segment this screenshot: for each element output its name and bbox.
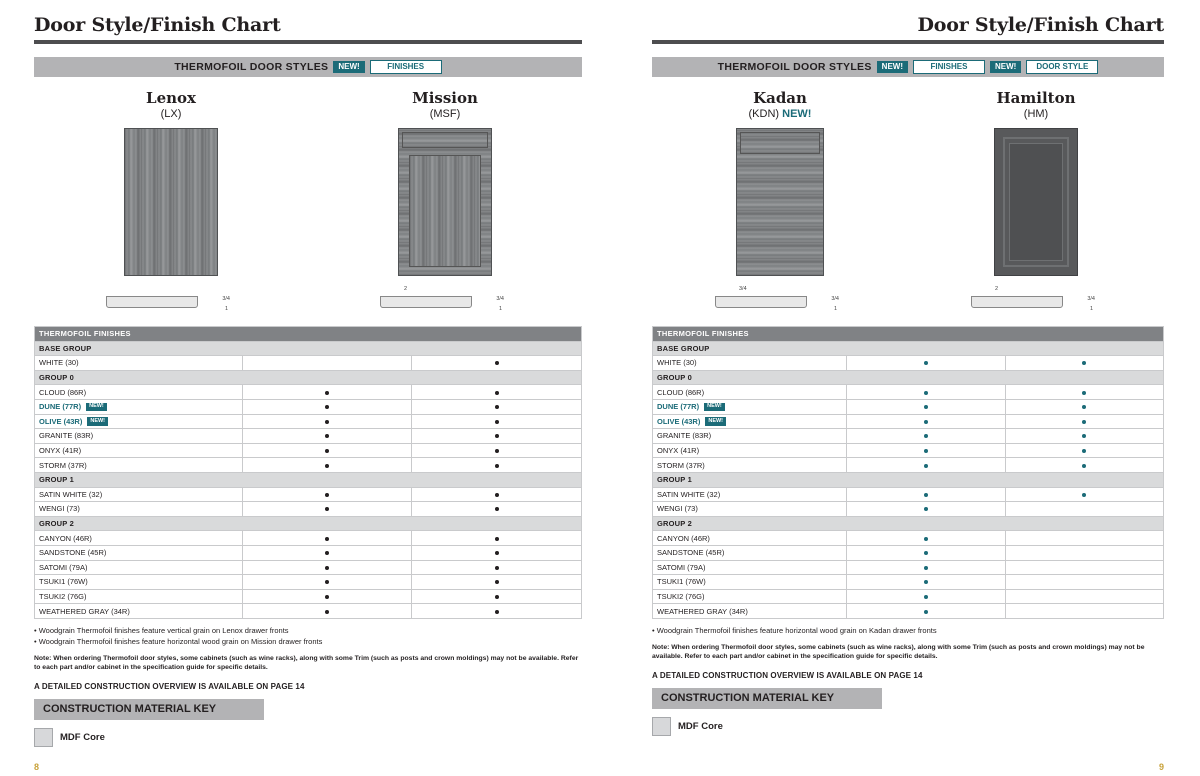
finish-name: SANDSTONE (45R) [657, 548, 725, 558]
finish-name: STORM (37R) [657, 460, 705, 470]
availability-cell [242, 502, 412, 517]
availability-cell [1005, 414, 1163, 429]
availability-cell [847, 575, 1005, 590]
group-row [35, 472, 582, 487]
availability-dot-icon [325, 580, 329, 584]
profile-width-kadan: 3/4 [739, 286, 747, 292]
finish-name-cell [35, 589, 243, 604]
new-badge-right-2: NEW! [990, 61, 1021, 73]
availability-cell [242, 414, 412, 429]
bullets-left [34, 626, 582, 648]
door-new-flag-kadan: NEW! [782, 108, 812, 120]
availability-dot-icon [325, 449, 329, 453]
door-card-hamilton [908, 89, 1164, 312]
profile-width-hamilton: 2 [995, 286, 999, 292]
table-row [35, 443, 582, 458]
finish-name: WENGI (73) [657, 504, 698, 514]
availability-dot-icon [495, 610, 499, 614]
finish-name-cell [35, 458, 243, 473]
finish-name: GRANITE (83R) [657, 431, 712, 441]
finishes-link-right[interactable]: FINISHES [913, 60, 985, 74]
finish-name: WHITE (30) [657, 358, 697, 368]
group-row [653, 472, 1164, 487]
door-profile-hamilton [971, 286, 1101, 312]
construction-key-label-left: CONSTRUCTION MATERIAL KEY [43, 703, 217, 716]
availability-cell [1005, 356, 1163, 371]
group-row [653, 341, 1164, 356]
availability-cell [242, 545, 412, 560]
availability-dot-icon [1082, 464, 1086, 468]
table-row [35, 560, 582, 575]
availability-cell [847, 487, 1005, 502]
finish-name-cell [653, 458, 847, 473]
finish-name: CANYON (46R) [39, 533, 92, 543]
availability-dot-icon [495, 420, 499, 424]
availability-dot-icon [325, 507, 329, 511]
availability-cell [242, 385, 412, 400]
finish-name: OLIVE (43R) [39, 416, 83, 426]
page-number-left: 8 [34, 762, 40, 772]
finish-name-cell [653, 414, 847, 429]
availability-dot-icon [924, 493, 928, 497]
page-title-right: Door Style/Finish Chart [917, 14, 1164, 36]
availability-dot-icon [924, 537, 928, 541]
profile-dim-lenox-1: 3/4 [222, 296, 230, 302]
table-row [35, 356, 582, 371]
finish-name-cell [653, 545, 847, 560]
table-row [653, 385, 1164, 400]
door-gallery-right [652, 89, 1164, 312]
finish-name-cell [35, 560, 243, 575]
table-row [653, 575, 1164, 590]
profile-dim-mission-1: 3/4 [496, 296, 504, 302]
group-label: GROUP 2 [653, 516, 1164, 531]
availability-cell [412, 356, 582, 371]
availability-dot-icon [924, 566, 928, 570]
availability-dot-icon [325, 493, 329, 497]
availability-cell [1005, 560, 1163, 575]
availability-dot-icon [495, 493, 499, 497]
finish-name-cell [653, 502, 847, 517]
finish-name: SATOMI (79A) [657, 562, 706, 572]
group-row [35, 370, 582, 385]
profile-dim-kadan-1: 3/4 [831, 296, 839, 302]
finish-name-cell [35, 385, 243, 400]
finish-name-cell [35, 356, 243, 371]
table-row [653, 604, 1164, 619]
availability-cell [412, 604, 582, 619]
table-row [35, 575, 582, 590]
availability-cell [242, 531, 412, 546]
door-name-hamilton: Hamilton [996, 89, 1076, 107]
availability-dot-icon [1082, 361, 1086, 365]
availability-dot-icon [1082, 405, 1086, 409]
availability-dot-icon [924, 551, 928, 555]
finish-name: DUNE (77R) [39, 402, 82, 412]
door-code-mission: (MSF) [429, 108, 461, 120]
group-row [653, 516, 1164, 531]
profile-dim-hamilton-1: 3/4 [1087, 296, 1095, 302]
group-label: GROUP 0 [35, 370, 582, 385]
finish-name: CANYON (46R) [657, 533, 710, 543]
availability-dot-icon [495, 566, 499, 570]
door-image-hamilton [908, 128, 1164, 276]
finish-name: WEATHERED GRAY (34R) [657, 606, 748, 616]
door-image-kadan [652, 128, 908, 276]
availability-dot-icon [924, 595, 928, 599]
finish-name: SANDSTONE (45R) [39, 548, 107, 558]
table-row [653, 531, 1164, 546]
availability-dot-icon [495, 464, 499, 468]
availability-cell [1005, 385, 1163, 400]
table-row [653, 414, 1164, 429]
availability-dot-icon [495, 595, 499, 599]
availability-dot-icon [325, 566, 329, 570]
availability-dot-icon [1082, 391, 1086, 395]
availability-dot-icon [325, 391, 329, 395]
finish-name: TSUKI2 (76G) [657, 591, 705, 601]
availability-dot-icon [924, 507, 928, 511]
overview-pointer-right: A DETAILED CONSTRUCTION OVERVIEW IS AVAILABLE ON PAGE 14 [652, 670, 923, 680]
profile-dim-kadan-2: 1 [833, 306, 837, 312]
profile-width-mission: 2 [404, 286, 408, 292]
title-rule-right [652, 40, 1164, 44]
door-code-hamilton: (HM) [1023, 108, 1049, 120]
banner-title-right: THERMOFOIL DOOR STYLES [717, 61, 872, 73]
availability-dot-icon [495, 361, 499, 365]
finish-name: CLOUD (86R) [39, 387, 87, 397]
availability-cell [1005, 531, 1163, 546]
table-row [35, 531, 582, 546]
availability-cell [847, 560, 1005, 575]
finish-name-cell [35, 531, 243, 546]
finish-name-cell [653, 443, 847, 458]
table-row [35, 502, 582, 517]
table-row [35, 458, 582, 473]
table-row [653, 560, 1164, 575]
door-card-lenox [34, 89, 308, 312]
door-code-text-kadan: (KDN) [748, 108, 780, 120]
finish-name-cell [35, 414, 243, 429]
bullet-item: • Woodgrain Thermofoil finishes feature vertical grain on Lenox drawer fronts [34, 625, 289, 635]
availability-cell [242, 458, 412, 473]
group-label: GROUP 0 [653, 370, 1164, 385]
availability-dot-icon [495, 580, 499, 584]
ordering-note-left: Note: When ordering Thermofoil door styles, some cabinets (such as wine racks), along with some Trim (such as posts and crown moldings) may not be available. Refer to each part and/or cabinet in the specification guide for specific details. [34, 654, 579, 672]
construction-key-label-right: CONSTRUCTION MATERIAL KEY [661, 692, 835, 705]
table-header-label: THERMOFOIL FINISHES [35, 327, 582, 342]
availability-cell [242, 399, 412, 414]
availability-cell [412, 560, 582, 575]
availability-dot-icon [1082, 420, 1086, 424]
finish-name: SATIN WHITE (32) [657, 489, 721, 499]
bullet-item: • Woodgrain Thermofoil finishes feature horizontal wood grain on Mission drawer fronts [34, 636, 323, 646]
availability-cell [1005, 399, 1163, 414]
group-label: GROUP 1 [35, 472, 582, 487]
availability-dot-icon [495, 391, 499, 395]
finish-name: SATOMI (79A) [39, 562, 88, 572]
bullets-right [652, 626, 1164, 637]
bullet-item: • Woodgrain Thermofoil finishes feature horizontal wood grain on Kadan drawer fronts [652, 625, 937, 635]
thermofoil-banner-right [652, 57, 1164, 77]
table-header-label: THERMOFOIL FINISHES [653, 327, 1164, 342]
page-number-right: 9 [1158, 762, 1164, 772]
availability-cell [412, 545, 582, 560]
table-row [653, 487, 1164, 502]
availability-cell [242, 589, 412, 604]
availability-dot-icon [325, 464, 329, 468]
availability-cell [242, 560, 412, 575]
table-row [653, 458, 1164, 473]
availability-cell [412, 399, 582, 414]
table-row [35, 604, 582, 619]
availability-cell [847, 429, 1005, 444]
availability-dot-icon [924, 449, 928, 453]
ordering-note-right: Note: When ordering Thermofoil door styles, some cabinets (such as wine racks), along with some Trim (such as posts and crown moldings) may not be available. Refer to each part and/or cabinet in the specification guide for specific details. [652, 643, 1145, 661]
availability-cell [847, 604, 1005, 619]
availability-cell [412, 502, 582, 517]
table-row [35, 399, 582, 414]
door-code-lenox: (LX) [160, 108, 182, 120]
availability-dot-icon [924, 464, 928, 468]
availability-dot-icon [325, 595, 329, 599]
finish-name-cell [35, 487, 243, 502]
table-row [35, 589, 582, 604]
door-gallery-left [34, 89, 582, 312]
availability-dot-icon [495, 449, 499, 453]
table-row [653, 545, 1164, 560]
availability-dot-icon [924, 405, 928, 409]
finish-name-cell [653, 385, 847, 400]
door-card-mission [308, 89, 582, 312]
mdf-label-right: MDF Core [678, 720, 723, 732]
availability-cell [1005, 429, 1163, 444]
group-label: BASE GROUP [653, 341, 1164, 356]
finish-name: ONYX (41R) [39, 446, 82, 456]
material-legend-right [652, 717, 1164, 736]
page-title-left: Door Style/Finish Chart [34, 14, 281, 36]
profile-dim-lenox-2: 1 [224, 306, 228, 312]
finish-name-cell [653, 356, 847, 371]
availability-cell [412, 443, 582, 458]
finish-name-cell [653, 575, 847, 590]
door-name-mission: Mission [412, 89, 478, 107]
door-card-kadan [652, 89, 908, 312]
door-profile-kadan [715, 286, 845, 312]
new-badge-left-1: NEW! [333, 61, 364, 73]
table-row [653, 502, 1164, 517]
finish-name-cell [653, 487, 847, 502]
table-row [653, 589, 1164, 604]
table-row [653, 429, 1164, 444]
availability-cell [412, 429, 582, 444]
availability-cell [412, 487, 582, 502]
availability-dot-icon [924, 420, 928, 424]
availability-dot-icon [1082, 434, 1086, 438]
table-row [35, 385, 582, 400]
finish-name: WEATHERED GRAY (34R) [39, 606, 130, 616]
finish-name: DUNE (77R) [657, 402, 700, 412]
table-row [35, 545, 582, 560]
availability-cell [1005, 502, 1163, 517]
finish-name: CLOUD (86R) [657, 387, 705, 397]
availability-dot-icon [1082, 493, 1086, 497]
availability-cell [847, 414, 1005, 429]
finish-name: TSUKI2 (76G) [39, 591, 87, 601]
availability-cell [412, 458, 582, 473]
table-row [35, 414, 582, 429]
door-profile-mission [380, 286, 510, 312]
material-legend-left [34, 728, 582, 747]
availability-cell [242, 356, 412, 371]
door-style-link-right[interactable]: DOOR STYLE [1026, 60, 1098, 74]
availability-cell [242, 575, 412, 590]
finish-name-cell [653, 429, 847, 444]
availability-dot-icon [495, 537, 499, 541]
group-label: GROUP 1 [653, 472, 1164, 487]
availability-dot-icon [325, 434, 329, 438]
table-row [653, 356, 1164, 371]
finish-name-cell [35, 429, 243, 444]
new-badge-right-1: NEW! [877, 61, 908, 73]
finish-name: GRANITE (83R) [39, 431, 94, 441]
finish-new-badge: NEW! [87, 417, 108, 426]
availability-cell [242, 443, 412, 458]
door-profile-lenox [106, 286, 236, 312]
availability-dot-icon [1082, 449, 1086, 453]
availability-cell [242, 604, 412, 619]
finish-name: STORM (37R) [39, 460, 87, 470]
door-image-mission [308, 128, 582, 276]
thermofoil-banner-left [34, 57, 582, 77]
finishes-link-left[interactable]: FINISHES [370, 60, 442, 74]
title-rule-left [34, 40, 582, 44]
finish-name: SATIN WHITE (32) [39, 489, 103, 499]
availability-dot-icon [495, 507, 499, 511]
finish-name: WENGI (73) [39, 504, 80, 514]
availability-cell [1005, 604, 1163, 619]
finish-name-cell [35, 502, 243, 517]
availability-cell [847, 589, 1005, 604]
mdf-label-left: MDF Core [60, 731, 105, 743]
construction-key-banner-right [652, 688, 882, 709]
availability-dot-icon [924, 580, 928, 584]
group-row [35, 516, 582, 531]
availability-cell [242, 487, 412, 502]
finish-name-cell [653, 399, 847, 414]
mdf-swatch-icon-right [652, 717, 671, 736]
availability-cell [847, 399, 1005, 414]
finish-name: OLIVE (43R) [657, 416, 701, 426]
availability-cell [1005, 443, 1163, 458]
table-row [35, 429, 582, 444]
table-header-row [35, 327, 582, 342]
availability-cell [1005, 487, 1163, 502]
availability-dot-icon [924, 391, 928, 395]
construction-key-banner-left [34, 699, 264, 720]
finish-name: TSUKI1 (76W) [657, 577, 706, 587]
door-code-kadan [652, 108, 908, 120]
profile-dim-hamilton-2: 1 [1089, 306, 1093, 312]
availability-cell [412, 414, 582, 429]
availability-cell [847, 545, 1005, 560]
finish-table-right [652, 326, 1164, 619]
availability-cell [847, 385, 1005, 400]
finish-new-badge: NEW! [705, 417, 726, 426]
mdf-swatch-icon-left [34, 728, 53, 747]
availability-cell [242, 429, 412, 444]
availability-dot-icon [325, 537, 329, 541]
finish-table-left [34, 326, 582, 619]
finish-name-cell [35, 575, 243, 590]
finish-name-cell [653, 531, 847, 546]
door-name-lenox: Lenox [146, 89, 196, 107]
finish-name-cell [35, 545, 243, 560]
finish-name-cell [35, 443, 243, 458]
group-label: GROUP 2 [35, 516, 582, 531]
availability-dot-icon [325, 610, 329, 614]
availability-dot-icon [325, 405, 329, 409]
right-page [600, 0, 1200, 776]
availability-dot-icon [924, 434, 928, 438]
finish-name: WHITE (30) [39, 358, 79, 368]
availability-dot-icon [325, 420, 329, 424]
availability-dot-icon [924, 361, 928, 365]
availability-cell [847, 356, 1005, 371]
group-label: BASE GROUP [35, 341, 582, 356]
door-image-lenox [34, 128, 308, 276]
table-row [653, 399, 1164, 414]
availability-cell [412, 531, 582, 546]
finish-new-badge: NEW! [704, 403, 725, 412]
table-header-row [653, 327, 1164, 342]
group-row [35, 341, 582, 356]
table-row [35, 487, 582, 502]
availability-cell [412, 589, 582, 604]
availability-cell [1005, 589, 1163, 604]
profile-dim-mission-2: 1 [498, 306, 502, 312]
finish-name-cell [35, 399, 243, 414]
availability-dot-icon [924, 610, 928, 614]
overview-pointer-left: A DETAILED CONSTRUCTION OVERVIEW IS AVAILABLE ON PAGE 14 [34, 681, 305, 691]
finish-name: TSUKI1 (76W) [39, 577, 88, 587]
availability-cell [412, 385, 582, 400]
availability-cell [1005, 458, 1163, 473]
finish-name-cell [35, 604, 243, 619]
finish-name-cell [653, 604, 847, 619]
availability-dot-icon [495, 551, 499, 555]
finish-name-cell [653, 589, 847, 604]
availability-cell [847, 531, 1005, 546]
finish-name-cell [653, 560, 847, 575]
availability-dot-icon [495, 434, 499, 438]
availability-cell [1005, 575, 1163, 590]
finish-new-badge: NEW! [86, 403, 107, 412]
availability-cell [1005, 545, 1163, 560]
group-row [653, 370, 1164, 385]
availability-cell [847, 458, 1005, 473]
banner-title-left: THERMOFOIL DOOR STYLES [174, 61, 329, 73]
availability-dot-icon [495, 405, 499, 409]
availability-cell [847, 443, 1005, 458]
availability-dot-icon [325, 551, 329, 555]
table-row [653, 443, 1164, 458]
finish-name: ONYX (41R) [657, 446, 700, 456]
door-name-kadan: Kadan [753, 89, 807, 107]
availability-cell [847, 502, 1005, 517]
availability-cell [412, 575, 582, 590]
